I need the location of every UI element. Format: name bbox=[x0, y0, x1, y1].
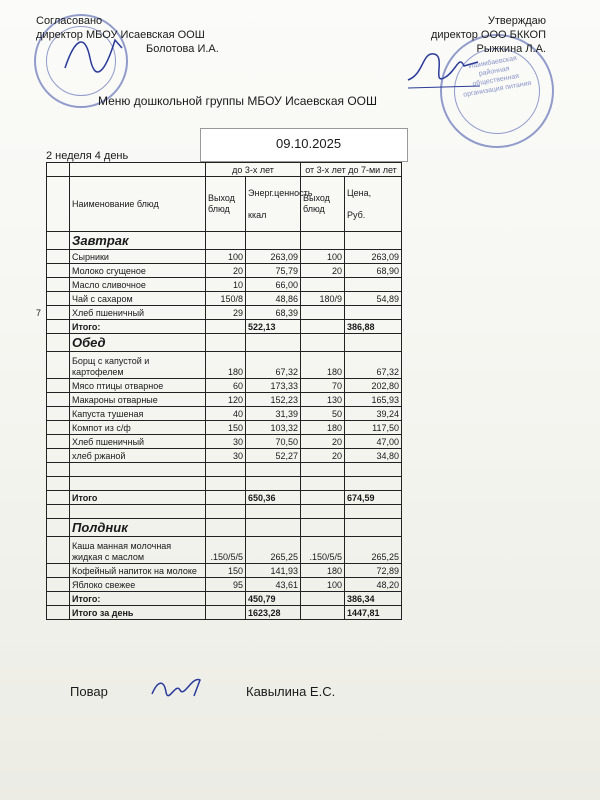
lunch-rows bbox=[47, 352, 402, 463]
group-header-row bbox=[47, 163, 402, 177]
dish-energy: 75,79 bbox=[246, 264, 301, 278]
dish-price: 68,90 bbox=[345, 264, 402, 278]
dish-row bbox=[47, 393, 402, 407]
dish-row bbox=[47, 435, 402, 449]
side-mark: 7 bbox=[36, 308, 42, 318]
snack-total-energy: 450,79 bbox=[246, 592, 301, 606]
menu-title: Меню дошкольной группы МБОУ Исаевская ООШ bbox=[98, 94, 377, 108]
group-young: до 3-х лет bbox=[206, 163, 301, 177]
section-snack: Полдник bbox=[70, 519, 206, 537]
dish-energy: 66,00 bbox=[246, 278, 301, 292]
dish-energy: 173,33 bbox=[246, 379, 301, 393]
dish-name: Масло сливочное bbox=[70, 278, 206, 292]
dish-name: Мясо птицы отварное bbox=[70, 379, 206, 393]
row-marker bbox=[47, 407, 70, 421]
dish-price: 47,00 bbox=[345, 435, 402, 449]
dish-out-young: 150/8 bbox=[206, 292, 246, 306]
dish-name: Молоко сгущеное bbox=[70, 264, 206, 278]
dish-row bbox=[47, 379, 402, 393]
day-total-row bbox=[47, 606, 402, 620]
col-out-old: Выход блюд bbox=[301, 177, 345, 232]
dish-out-young: 30 bbox=[206, 449, 246, 463]
dish-out-old: .150/5/5 bbox=[301, 537, 345, 564]
empty-row bbox=[47, 463, 402, 477]
dish-price: 117,50 bbox=[345, 421, 402, 435]
dish-name: Яблоко свежее bbox=[70, 578, 206, 592]
day-total-label: Итого за день bbox=[70, 606, 206, 620]
confirm-position: директор ООО БККОП bbox=[430, 29, 546, 41]
dish-price: 202,80 bbox=[345, 379, 402, 393]
dish-price: 265,25 bbox=[345, 537, 402, 564]
dish-out-young: 120 bbox=[206, 393, 246, 407]
dish-out-old: 180/9 bbox=[301, 292, 345, 306]
col-energy-unit: ккал bbox=[248, 209, 267, 220]
approval-position: директор МБОУ Исаевская ООШ bbox=[36, 29, 205, 41]
dish-out-old: 70 bbox=[301, 379, 345, 393]
week-day-label: 2 неделя 4 день bbox=[46, 150, 129, 162]
dish-name: хлеб ржаной bbox=[70, 449, 206, 463]
dish-row bbox=[47, 578, 402, 592]
snack-total-row bbox=[47, 592, 402, 606]
dish-name: Хлеб пшеничный bbox=[70, 306, 206, 320]
col-energy-label: Энерг.ценность bbox=[248, 187, 313, 198]
dish-out-old bbox=[301, 306, 345, 320]
dish-out-young: 150 bbox=[206, 564, 246, 578]
dish-out-young: 10 bbox=[206, 278, 246, 292]
row-marker bbox=[47, 352, 70, 379]
dish-row bbox=[47, 264, 402, 278]
dish-out-old: 20 bbox=[301, 264, 345, 278]
dish-name: Кофейный напиток на молоке bbox=[70, 564, 206, 578]
dish-out-young: 150 bbox=[206, 421, 246, 435]
col-price-unit: Руб. bbox=[347, 209, 366, 220]
menu-date: 09.10.2025 bbox=[276, 136, 342, 151]
col-price bbox=[345, 177, 402, 232]
section-lunch-row bbox=[47, 334, 402, 352]
col-energy bbox=[246, 177, 313, 232]
dish-energy: 70,50 bbox=[246, 435, 301, 449]
approval-title: Согласовано bbox=[36, 15, 103, 27]
dish-out-young: .150/5/5 bbox=[206, 537, 246, 564]
lunch-total-label: Итого bbox=[70, 491, 206, 505]
dish-energy: 68,39 bbox=[246, 306, 301, 320]
day-total-energy: 1623,28 bbox=[246, 606, 301, 620]
breakfast-total-energy: 522,13 bbox=[246, 320, 301, 334]
row-marker bbox=[47, 264, 70, 278]
dish-row bbox=[47, 278, 402, 292]
dish-price: 54,89 bbox=[345, 292, 402, 306]
dish-name: Капуста тушеная bbox=[70, 407, 206, 421]
dish-price: 34,80 bbox=[345, 449, 402, 463]
dish-out-old: 50 bbox=[301, 407, 345, 421]
breakfast-rows bbox=[47, 250, 402, 320]
menu-table bbox=[46, 162, 402, 620]
snack-rows bbox=[47, 537, 402, 592]
dish-price: 72,89 bbox=[345, 564, 402, 578]
confirm-title: Утверждаю bbox=[487, 15, 546, 27]
dish-out-young: 60 bbox=[206, 379, 246, 393]
dish-energy: 103,32 bbox=[246, 421, 301, 435]
dish-out-old: 180 bbox=[301, 421, 345, 435]
approval-name: Болотова И.А. bbox=[146, 43, 219, 55]
dish-out-young: 95 bbox=[206, 578, 246, 592]
dish-out-old: 180 bbox=[301, 564, 345, 578]
empty-row bbox=[47, 477, 402, 491]
group-old: от 3-х лет до 7-ми лет bbox=[301, 163, 402, 177]
row-marker bbox=[47, 306, 70, 320]
row-marker bbox=[47, 379, 70, 393]
dish-out-old: 100 bbox=[301, 578, 345, 592]
dish-name: Компот из с/ф bbox=[70, 421, 206, 435]
confirm-name: Рыжкина Л.А. bbox=[476, 43, 546, 55]
dish-name: Сырники bbox=[70, 250, 206, 264]
col-out-young: Выход блюд bbox=[206, 177, 246, 232]
row-marker bbox=[47, 292, 70, 306]
lunch-total-price: 674,59 bbox=[345, 491, 402, 505]
dish-name: Хлеб пшеничный bbox=[70, 435, 206, 449]
dish-price: 165,93 bbox=[345, 393, 402, 407]
dish-out-young: 40 bbox=[206, 407, 246, 421]
dish-energy: 48,86 bbox=[246, 292, 301, 306]
dish-energy: 152,23 bbox=[246, 393, 301, 407]
dish-row bbox=[47, 352, 402, 379]
day-total-price: 1447,81 bbox=[345, 606, 402, 620]
cook-name: Кавылина Е.С. bbox=[246, 684, 336, 699]
dish-energy: 141,93 bbox=[246, 564, 301, 578]
dish-out-young: 20 bbox=[206, 264, 246, 278]
snack-total-price: 386,34 bbox=[345, 592, 402, 606]
section-breakfast-row bbox=[47, 232, 402, 250]
section-breakfast: Завтрак bbox=[70, 232, 206, 250]
col-name: Наименование блюд bbox=[70, 177, 206, 232]
dish-name: Борщ с капустой и картофелем bbox=[70, 352, 206, 379]
dish-price bbox=[345, 278, 402, 292]
dish-name: Каша манная молочная жидкая с маслом bbox=[70, 537, 206, 564]
dish-energy: 31,39 bbox=[246, 407, 301, 421]
dish-price: 67,32 bbox=[345, 352, 402, 379]
dish-energy: 263,09 bbox=[246, 250, 301, 264]
dish-out-young: 29 bbox=[206, 306, 246, 320]
row-marker bbox=[47, 578, 70, 592]
dish-out-old: 180 bbox=[301, 352, 345, 379]
row-marker bbox=[47, 435, 70, 449]
row-marker bbox=[47, 449, 70, 463]
empty-row bbox=[47, 505, 402, 519]
cook-signature bbox=[148, 672, 208, 702]
column-header-row bbox=[47, 177, 402, 232]
row-marker bbox=[47, 564, 70, 578]
dish-row bbox=[47, 407, 402, 421]
dish-energy: 67,32 bbox=[246, 352, 301, 379]
dish-row bbox=[47, 250, 402, 264]
signature-right bbox=[404, 44, 484, 94]
row-marker bbox=[47, 393, 70, 407]
dish-out-young: 30 bbox=[206, 435, 246, 449]
lunch-total-row bbox=[47, 491, 402, 505]
dish-out-young: 180 bbox=[206, 352, 246, 379]
dish-row bbox=[47, 306, 402, 320]
dish-price: 48,20 bbox=[345, 578, 402, 592]
dish-row bbox=[47, 292, 402, 306]
dish-energy: 265,25 bbox=[246, 537, 301, 564]
signature-left bbox=[60, 28, 130, 78]
dish-energy: 43,61 bbox=[246, 578, 301, 592]
col-price-label: Цена, bbox=[347, 187, 372, 198]
row-marker bbox=[47, 421, 70, 435]
breakfast-total-row bbox=[47, 320, 402, 334]
dish-row bbox=[47, 564, 402, 578]
dish-out-old: 100 bbox=[301, 250, 345, 264]
dish-price: 263,09 bbox=[345, 250, 402, 264]
dish-row bbox=[47, 421, 402, 435]
cook-label: Повар bbox=[70, 684, 108, 699]
dish-name: Чай с сахаром bbox=[70, 292, 206, 306]
dish-energy: 52,27 bbox=[246, 449, 301, 463]
row-marker bbox=[47, 278, 70, 292]
stamp-text: Ишимбаевская районная общественная организация питания bbox=[462, 55, 532, 99]
snack-total-label: Итого: bbox=[70, 592, 206, 606]
breakfast-total-label: Итого: bbox=[70, 320, 206, 334]
section-lunch: Обед bbox=[70, 334, 206, 352]
dish-out-old bbox=[301, 278, 345, 292]
row-marker bbox=[47, 537, 70, 564]
dish-out-old: 130 bbox=[301, 393, 345, 407]
dish-out-old: 20 bbox=[301, 435, 345, 449]
dish-row bbox=[47, 449, 402, 463]
dish-out-young: 100 bbox=[206, 250, 246, 264]
dish-row bbox=[47, 537, 402, 564]
row-marker bbox=[47, 250, 70, 264]
section-snack-row bbox=[47, 519, 402, 537]
dish-name: Макароны отварные bbox=[70, 393, 206, 407]
dish-price bbox=[345, 306, 402, 320]
dish-price: 39,24 bbox=[345, 407, 402, 421]
breakfast-total-price: 386,88 bbox=[345, 320, 402, 334]
lunch-total-energy: 650,36 bbox=[246, 491, 301, 505]
dish-out-old: 20 bbox=[301, 449, 345, 463]
